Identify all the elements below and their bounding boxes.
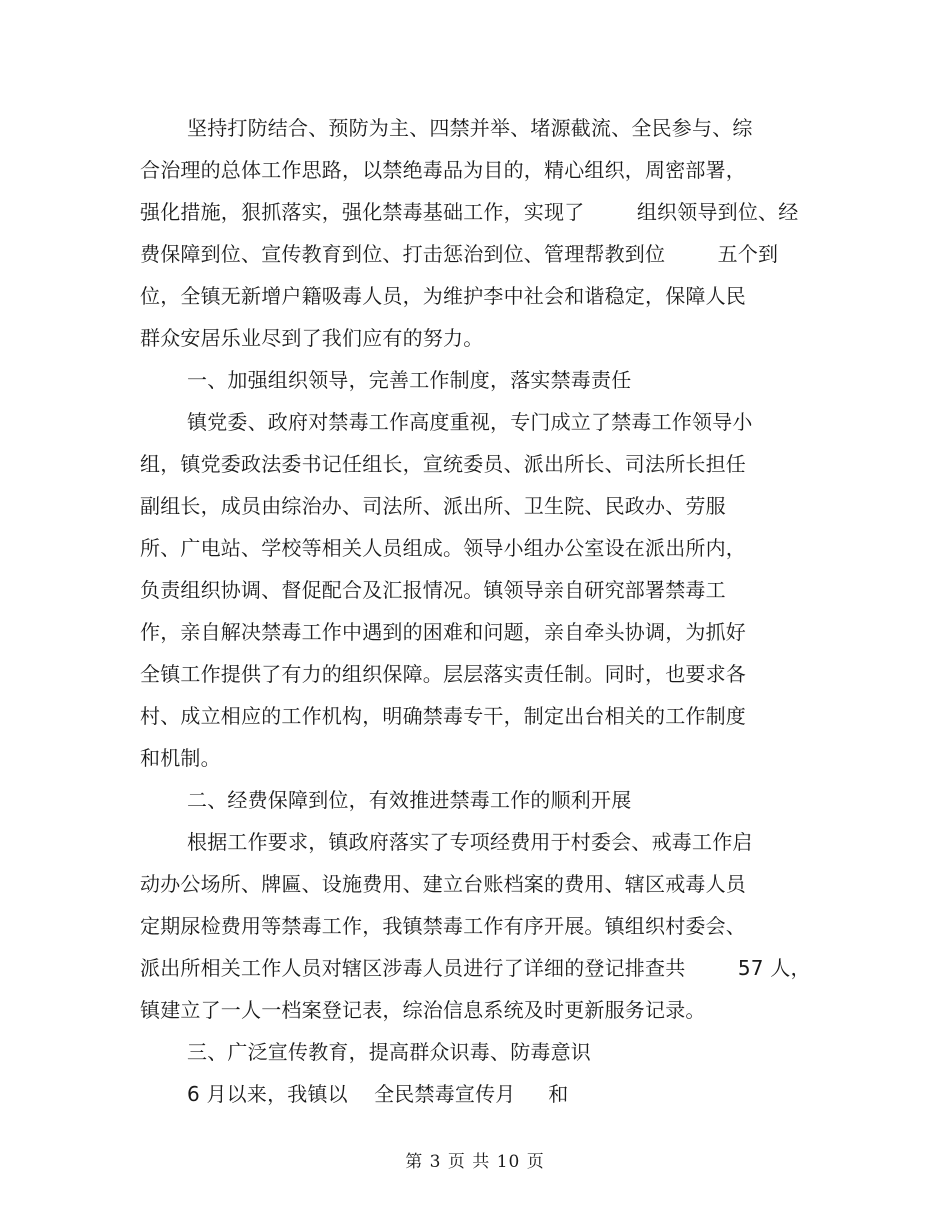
paragraph-line: 组，镇党委政法委书记任组长，宣统委员、派出所长、司法所长担任 — [140, 452, 746, 476]
paragraph-line: 费保障到位、宣传教育到位、打击惩治到位、管理帮教到位 五个到 — [140, 242, 779, 266]
paragraph-line: 镇党委、政府对禁毒工作高度重视，专门成立了禁毒工作领导小 — [187, 410, 753, 434]
paragraph-line: 全镇工作提供了有力的组织保障。层层落实责任制。同时，也要求各 — [140, 662, 746, 686]
paragraph-line: 村、成立相应的工作机构，明确禁毒专干，制定出台相关的工作制度 — [140, 704, 746, 728]
paragraph-line: 负责组织协调、督促配合及汇报情况。镇领导亲自研究部署禁毒工 — [140, 578, 726, 602]
paragraph-line: 作，亲自解决禁毒工作中遇到的困难和问题，亲自牵头协调，为抓好 — [140, 620, 746, 644]
paragraph-line: 强化措施，狠抓落实，强化禁毒基础工作，实现了 组织领导到位、经 — [140, 200, 799, 224]
paragraph-line: 定期尿检费用等禁毒工作，我镇禁毒工作有序开展。镇组织村委会、 — [140, 914, 746, 938]
paragraph-line: 派出所相关工作人员对辖区涉毒人员进行了详细的登记排查共 57 人， — [140, 956, 811, 980]
section-heading: 三、广泛宣传教育，提高群众识毒、防毒意识 — [187, 1040, 591, 1064]
paragraph-line: 副组长，成员由综治办、司法所、派出所、卫生院、民政办、劳服 — [140, 494, 726, 518]
page-number-footer: 第 3 页 共 10 页 — [405, 1152, 545, 1172]
paragraph-line: 动办公场所、牌匾、设施费用、建立台账档案的费用、辖区戒毒人员 — [140, 872, 746, 896]
paragraph-line: 镇建立了一人一档案登记表，综治信息系统及时更新服务记录。 — [140, 998, 706, 1022]
paragraph-line: 所、广电站、学校等相关人员组成。领导小组办公室设在派出所内， — [140, 536, 746, 560]
paragraph-line: 位，全镇无新增户籍吸毒人员，为维护李中社会和谐稳定，保障人民 — [140, 284, 746, 308]
paragraph-line: 合治理的总体工作思路，以禁绝毒品为目的，精心组织，周密部署， — [140, 158, 746, 182]
section-heading: 二、经费保障到位，有效推进禁毒工作的顺利开展 — [187, 788, 632, 812]
paragraph-line: 根据工作要求，镇政府落实了专项经费用于村委会、戒毒工作启 — [187, 830, 753, 854]
paragraph-line: 和机制。 — [140, 746, 221, 770]
section-heading: 一、加强组织领导，完善工作制度，落实禁毒责任 — [187, 368, 632, 392]
paragraph-line: 6 月以来，我镇以 全民禁毒宣传月 和 — [187, 1082, 569, 1106]
paragraph-line: 坚持打防结合、预防为主、四禁并举、堵源截流、全民参与、综 — [187, 116, 753, 140]
paragraph-line: 群众安居乐业尽到了我们应有的努力。 — [140, 326, 484, 350]
